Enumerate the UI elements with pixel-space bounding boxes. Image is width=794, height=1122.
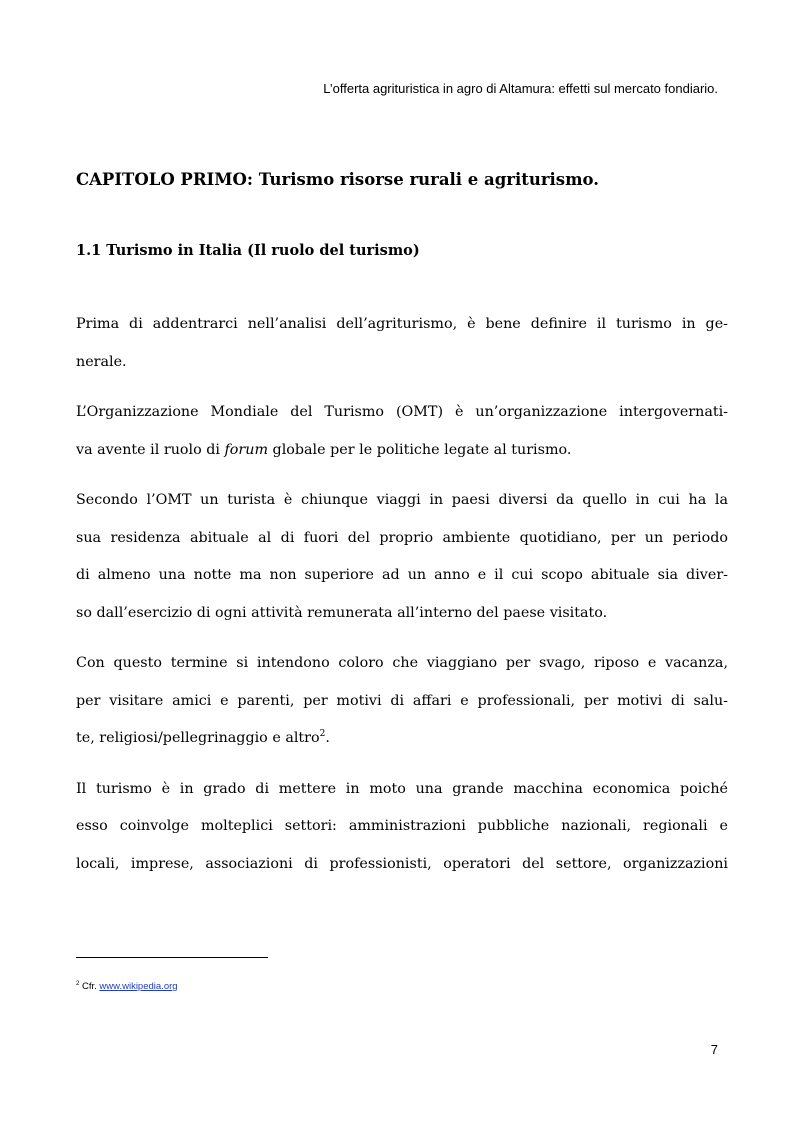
footnote-reference[interactable]: 2 xyxy=(319,729,326,739)
section-title: 1.1 Turismo in Italia (Il ruolo del turismo) xyxy=(76,242,420,259)
footnote-link[interactable]: www.wikipedia.org xyxy=(99,981,178,992)
emphasis-forum: forum xyxy=(224,441,268,458)
text-line: Secondo l’OMT un turista è chiunque viaggi in paesi diversi da quello in cui ha la xyxy=(76,492,728,508)
text-segment: va avente il ruolo di xyxy=(76,441,225,458)
body-text xyxy=(76,306,728,896)
text-line: esso coinvolge molteplici settori: amministrazioni pubbliche nazionali, regionali e xyxy=(76,818,728,834)
paragraph-5 xyxy=(76,771,728,884)
text-line: Prima di addentrarci nell’analisi dell’agriturismo, è bene definire il turismo in ge- xyxy=(76,316,728,332)
chapter-title: CAPITOLO PRIMO: Turismo risorse rurali e agriturismo. xyxy=(76,170,600,189)
text-line: Il turismo è in grado di mettere in moto una grande macchina economica poiché xyxy=(76,780,728,797)
running-header: L’offerta agrituristica in agro di Altamura: effetti sul mercato fondiario. xyxy=(323,81,718,96)
text-line: Con questo termine si intendono coloro che viaggiano per svago, riposo e vacanza, xyxy=(76,655,728,671)
page-number: 7 xyxy=(710,1042,718,1057)
footnote-number: 2 xyxy=(76,981,80,987)
paragraph-2 xyxy=(76,394,728,469)
text-line: nerale. xyxy=(76,353,127,370)
paragraph-1 xyxy=(76,306,728,381)
text-line: di almeno una notte ma non superiore ad un anno e il cui scopo abituale sia diver- xyxy=(76,567,728,583)
text-segment: globale per le politiche legate al turismo. xyxy=(268,441,572,458)
text-line: locali, imprese, associazioni di professionisti, operatori del settore, organizzazioni xyxy=(76,855,728,872)
footnote-separator xyxy=(76,957,268,958)
paragraph-3 xyxy=(76,482,728,632)
footnote-prefix: Cfr. xyxy=(81,981,100,992)
text-line: per visitare amici e parenti, per motivi di affari e professionali, per motivi di salu- xyxy=(76,692,728,709)
text-line: sua residenza abituale al di fuori del proprio ambiente quotidiano, per un periodo xyxy=(76,529,728,546)
text-line xyxy=(76,432,728,470)
footnote xyxy=(76,980,178,994)
paragraph-4 xyxy=(76,645,728,758)
text-line: L’Organizzazione Mondiale del Turismo (OMT) è un’organizzazione intergovernati- xyxy=(76,404,728,420)
text-line: so dall’esercizio di ogni attività remunerata all’interno del paese visitato. xyxy=(76,604,608,621)
text-line xyxy=(76,720,728,758)
text-segment: . xyxy=(325,730,330,746)
text-segment: te, religiosi/pellegrinaggio e altro xyxy=(76,730,320,746)
